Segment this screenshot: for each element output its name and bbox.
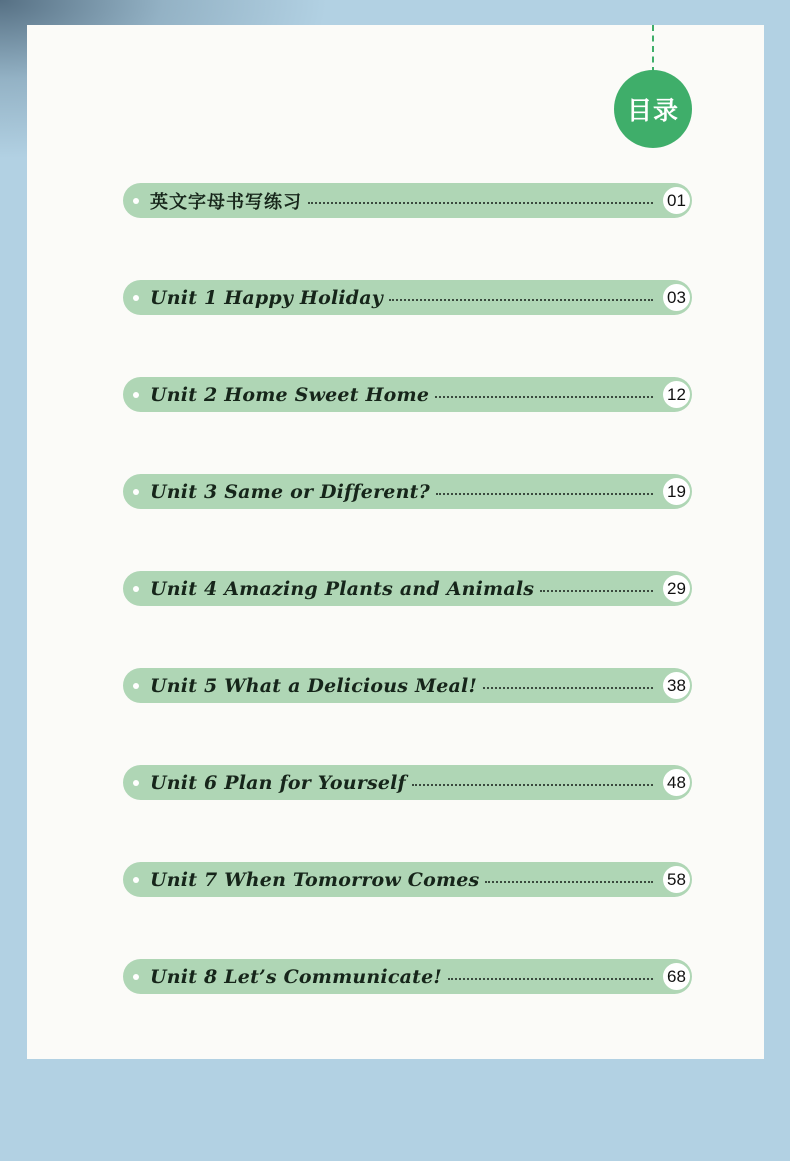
dotted-leader	[308, 202, 653, 204]
dotted-leader	[412, 784, 653, 786]
bullet-dot-icon	[133, 489, 139, 495]
toc-entry-unit-1[interactable]	[123, 280, 692, 315]
toc-entry-title: 英文字母书写练习	[150, 191, 302, 213]
bullet-dot-icon	[133, 586, 139, 592]
toc-page-number: 01	[663, 187, 690, 214]
toc-entry-unit-5[interactable]	[123, 668, 692, 703]
dotted-leader	[435, 396, 653, 398]
toc-entry-title: Unit 6 Plan for Yourself	[150, 771, 406, 794]
toc-page-number: 58	[663, 866, 690, 893]
toc-page-number: 29	[663, 575, 690, 602]
table-of-contents	[123, 183, 692, 994]
toc-page-number: 48	[663, 769, 690, 796]
toc-entry-unit-8[interactable]	[123, 959, 692, 994]
dotted-leader	[436, 493, 653, 495]
toc-entry-unit-2[interactable]	[123, 377, 692, 412]
dotted-leader	[540, 590, 653, 592]
bullet-dot-icon	[133, 295, 139, 301]
toc-entry-unit-4[interactable]	[123, 571, 692, 606]
dotted-leader	[485, 881, 653, 883]
toc-page-number: 68	[663, 963, 690, 990]
toc-entry-title: Unit 3 Same or Different?	[150, 480, 430, 503]
toc-entry-title: Unit 1 Happy Holiday	[150, 286, 384, 309]
contents-page	[27, 25, 764, 1059]
toc-page-number: 03	[663, 284, 690, 311]
toc-entry-title: Unit 4 Amazing Plants and Animals	[150, 577, 535, 600]
toc-page-number: 12	[663, 381, 690, 408]
dotted-leader	[483, 687, 653, 689]
toc-entry-title: Unit 7 When Tomorrow Comes	[150, 868, 480, 891]
dotted-leader	[389, 299, 653, 301]
toc-entry-unit-3[interactable]	[123, 474, 692, 509]
bullet-dot-icon	[133, 683, 139, 689]
badge-hanging-line	[652, 25, 654, 73]
contents-title-badge: 目录	[614, 70, 692, 148]
toc-page-number: 19	[663, 478, 690, 505]
toc-entry-title: Unit 5 What a Delicious Meal!	[150, 674, 477, 697]
bullet-dot-icon	[133, 877, 139, 883]
toc-entry-unit-7[interactable]	[123, 862, 692, 897]
bullet-dot-icon	[133, 974, 139, 980]
dotted-leader	[448, 978, 653, 980]
toc-entry-unit-6[interactable]	[123, 765, 692, 800]
bullet-dot-icon	[133, 780, 139, 786]
toc-entry-title: Unit 2 Home Sweet Home	[150, 383, 430, 406]
toc-entry-alphabet-practice[interactable]	[123, 183, 692, 218]
toc-entry-title: Unit 8 Let’s Communicate!	[150, 965, 442, 988]
bullet-dot-icon	[133, 198, 139, 204]
bullet-dot-icon	[133, 392, 139, 398]
toc-page-number: 38	[663, 672, 690, 699]
